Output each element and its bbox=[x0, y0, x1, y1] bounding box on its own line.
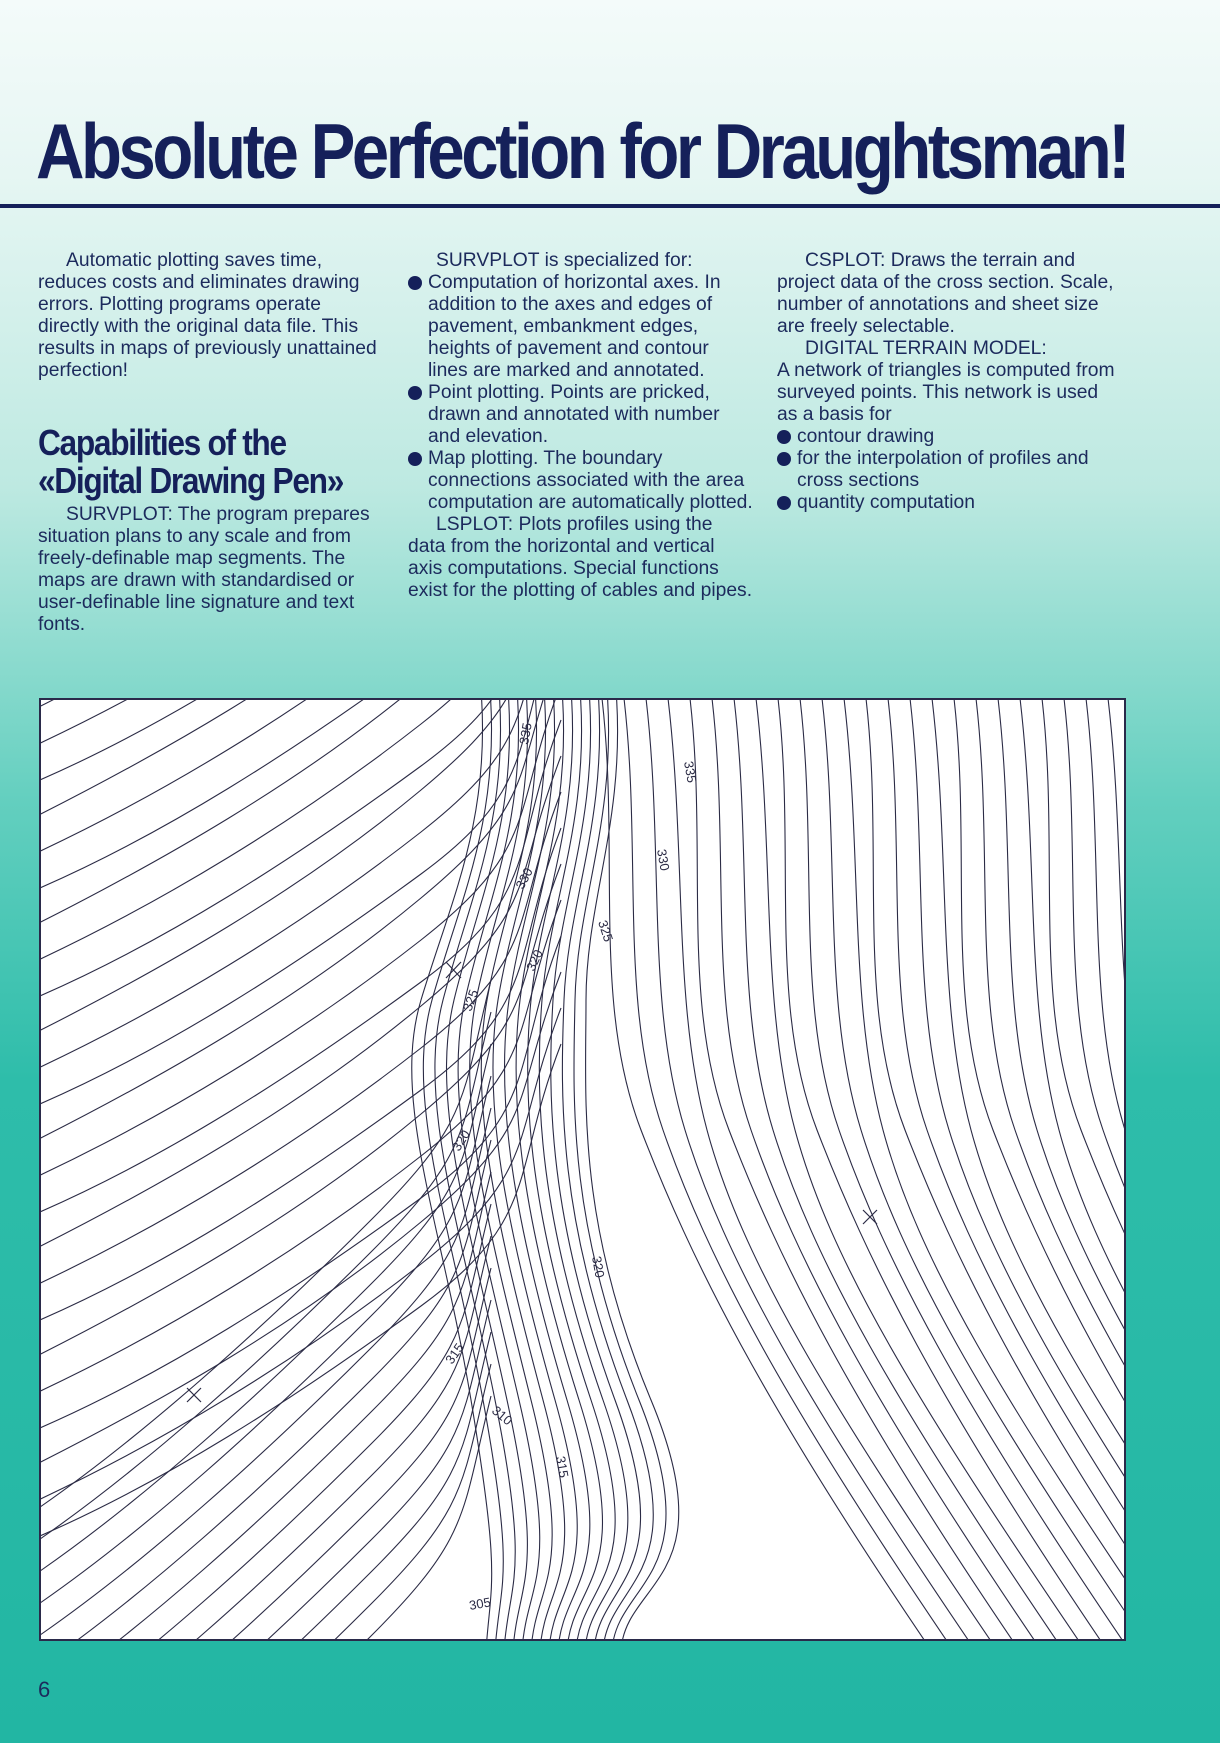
contour-line bbox=[41, 700, 561, 968]
contour-line bbox=[711, 700, 1041, 1639]
contour-line bbox=[41, 900, 561, 1400]
contour-line bbox=[953, 700, 1124, 1639]
contour-line bbox=[1041, 700, 1124, 1639]
contour-line bbox=[41, 936, 561, 1436]
bullet-icon bbox=[408, 452, 422, 466]
contour-label: 305 bbox=[467, 1594, 492, 1613]
contour-line bbox=[528, 700, 616, 1639]
contour-map-drawing bbox=[41, 700, 1124, 1639]
column-3 bbox=[777, 250, 1122, 514]
bullet-item: quantity computation bbox=[777, 492, 1122, 514]
contour-line bbox=[41, 1172, 491, 1639]
contour-label: 320 bbox=[448, 1127, 474, 1154]
contour-line bbox=[41, 1300, 491, 1639]
contour-label: 335 bbox=[516, 721, 535, 746]
contour-label: 315 bbox=[442, 1340, 467, 1367]
page-number: 6 bbox=[38, 1677, 51, 1702]
contour-line bbox=[865, 700, 1124, 1639]
contour-label: 310 bbox=[489, 1402, 516, 1429]
contour-line bbox=[435, 700, 515, 1639]
contour-label: 325 bbox=[459, 987, 482, 1014]
contour-line bbox=[821, 700, 1124, 1639]
contour-line bbox=[41, 700, 561, 1112]
title-underline bbox=[0, 204, 1220, 208]
survplot-lead: SURVPLOT is specialized for: bbox=[436, 250, 693, 271]
contour-line bbox=[516, 700, 602, 1639]
contour-line bbox=[41, 1332, 491, 1639]
contour-line bbox=[41, 700, 561, 824]
contour-line bbox=[41, 1364, 491, 1639]
contour-label: 335 bbox=[681, 759, 700, 784]
csplot-paragraph: CSPLOT: Draws the terrain and project data of the cross section. Scale, number of annotations and sheet size are freely selectable. bbox=[777, 250, 1114, 337]
intro-paragraph: Automatic plotting saves time, reduces costs and eliminates drawing errors. Plotting programs operate directly with the original data file. This results in maps of previously unattained perfection! bbox=[38, 250, 377, 381]
bullet-item: Point plotting. Points are pricked, drawn and annotated with number and elevation. bbox=[408, 382, 753, 448]
contour-line bbox=[623, 700, 953, 1639]
contour-line bbox=[41, 1140, 491, 1639]
contour-line bbox=[41, 1008, 561, 1508]
bullet-item: Computation of horizontal axes. In addition to the axes and edges of pavement, embankment edges, heights of pavement and contour lines are marked and annotated. bbox=[408, 272, 753, 382]
contour-line bbox=[41, 700, 561, 1076]
contour-line bbox=[41, 700, 561, 1148]
contour-line bbox=[41, 1268, 491, 1639]
contour-label: 325 bbox=[595, 918, 617, 944]
bullet-icon bbox=[777, 452, 791, 466]
survey-mark-icon bbox=[187, 1388, 201, 1402]
contour-line bbox=[41, 1012, 491, 1552]
bullet-icon bbox=[408, 386, 422, 400]
contour-line bbox=[1107, 700, 1124, 1639]
contour-label: 320 bbox=[523, 947, 546, 974]
bullet-item: Map plotting. The boundary connections associated with the area computation are automatically plotted. bbox=[408, 448, 753, 514]
survey-mark-icon bbox=[863, 1210, 877, 1224]
contour-line bbox=[41, 1076, 491, 1616]
bullet-icon bbox=[777, 430, 791, 444]
lsplot-paragraph: LSPLOT: Plots profiles using the data from the horizontal and vertical axis computations. Special functions exist for the plotting of cables and pipes. bbox=[408, 514, 753, 601]
contour-line bbox=[412, 700, 492, 1639]
dtm-heading: DIGITAL TERRAIN MODEL: bbox=[805, 338, 1047, 359]
contour-label: 320 bbox=[589, 1254, 608, 1279]
column-2 bbox=[408, 250, 753, 602]
contour-line bbox=[645, 700, 975, 1639]
contour-map bbox=[39, 698, 1126, 1641]
capabilities-heading: Capabilities of the «Digital Drawing Pen» bbox=[38, 422, 344, 501]
contour-label: 330 bbox=[512, 865, 536, 892]
column-1 bbox=[38, 250, 383, 636]
page-title: Absolute Perfection for Draughtsman! bbox=[36, 107, 1128, 195]
bullet-item: for the interpolation of profiles and cross sections bbox=[777, 448, 1122, 492]
contour-line bbox=[504, 700, 589, 1639]
contour-label: 330 bbox=[654, 847, 673, 872]
contour-line bbox=[41, 700, 561, 1040]
contour-line bbox=[41, 1396, 491, 1639]
contour-line bbox=[887, 700, 1124, 1639]
bullet-icon bbox=[777, 496, 791, 510]
dtm-paragraph: A network of triangles is computed from surveyed points. This network is used as a basis for bbox=[777, 360, 1115, 425]
contour-line bbox=[41, 792, 561, 1292]
contour-line bbox=[41, 756, 561, 1256]
bullet-icon bbox=[408, 276, 422, 290]
contour-line bbox=[733, 700, 1063, 1639]
survplot-paragraph: SURVPLOT: The program prepares situation plans to any scale and from freely-definable map segments. The maps are drawn with standardised or user-definable line signature and text fonts. bbox=[38, 504, 370, 635]
contour-label: 315 bbox=[553, 1454, 572, 1479]
bullet-item: contour drawing bbox=[777, 426, 1122, 448]
contour-line bbox=[41, 1204, 491, 1639]
contour-line bbox=[997, 700, 1124, 1639]
